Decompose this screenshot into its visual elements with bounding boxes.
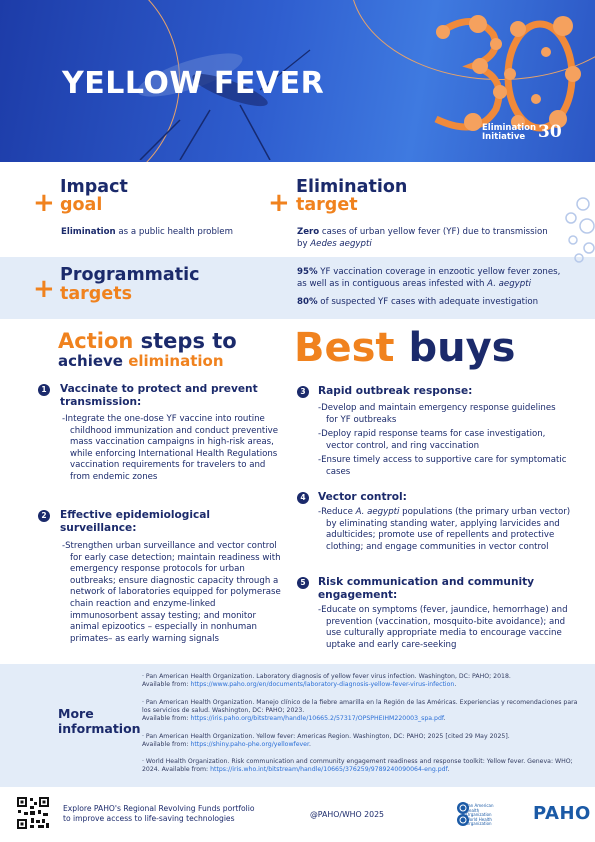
step-5-heading bbox=[318, 576, 583, 602]
org-text-line: Pan American bbox=[466, 803, 494, 808]
footer-handle: @PAHO/WHO 2025 bbox=[310, 810, 384, 819]
more-title-line: More bbox=[58, 706, 94, 721]
reference-end: . bbox=[443, 715, 446, 722]
step-number-badge: 4 bbox=[297, 492, 309, 504]
footer-explore-text bbox=[63, 804, 255, 824]
elimination-text bbox=[297, 226, 567, 250]
step-2-body bbox=[62, 541, 284, 648]
programmatic-subheading: targets bbox=[60, 284, 132, 304]
org-text-line: World Health bbox=[466, 816, 492, 822]
step-heading-line: Vaccinate to protect and prevent bbox=[60, 383, 258, 395]
action-steps-subheading bbox=[58, 352, 224, 370]
footer-text-line: Explore PAHO's Regional Revolving Funds portfolio bbox=[63, 804, 255, 813]
programmatic-heading: Programmatic bbox=[60, 265, 200, 285]
step-bullet: -Deploy rapid response teams for case investigation, vector control, and ring vaccination bbox=[318, 429, 546, 451]
step-4-heading: Vector control: bbox=[318, 491, 407, 503]
reference-text: · Pan American Health Organization. Yellow fever: Americas Region. Washington, DC: PAHO; 2025 [cited 29 May 2025]. bbox=[142, 733, 510, 740]
elimination-heading: Elimination bbox=[296, 177, 408, 197]
step-heading-line: Risk communication and community bbox=[318, 576, 535, 588]
reference-link[interactable]: https://iris.who.int/bitstream/handle/10665/376259/9789240090064-eng.pdf bbox=[210, 766, 448, 773]
step-bullet: -Ensure timely access to supportive care for symptomatic cases bbox=[318, 455, 567, 477]
qr-code-icon[interactable] bbox=[16, 796, 50, 830]
target-1-line2: as well as in contiguous areas infested with bbox=[297, 279, 488, 289]
org-text-line: Organization bbox=[466, 821, 492, 827]
reference-text: · Pan American Health Organization. Manejo clínico de la fiebre amarilla en la Región de las Américas. Experiencias y recomendaciones para los servicios de salud. Washington, DC: PAHO; 2023. bbox=[142, 699, 578, 714]
impact-text-bold: Elimination bbox=[61, 227, 116, 237]
best-word: Best bbox=[294, 325, 395, 371]
reference-item bbox=[142, 733, 582, 749]
reference-text: · Pan American Health Organization. Laboratory diagnosis of yellow fever virus infection. Washington, DC: PAHO; 2018. bbox=[142, 673, 511, 680]
target-2-rest: of suspected YF cases with adequate investigation bbox=[317, 297, 539, 307]
logo-number: 30 bbox=[538, 122, 562, 142]
target-1-bold: 95% bbox=[297, 267, 318, 277]
step-bullet-italic: A. aegypti bbox=[355, 507, 400, 517]
reference-link[interactable]: https://iris.paho.org/bitstream/handle/10665.2/57317/OPSPHEIHM220003_spa.pdf bbox=[190, 715, 444, 722]
reference-end: . bbox=[308, 741, 311, 748]
buys-word: buys bbox=[394, 325, 516, 371]
reference-available: Available from: bbox=[142, 715, 191, 722]
action-word: achieve bbox=[58, 352, 129, 370]
more-information-title bbox=[58, 706, 141, 736]
plus-icon: + bbox=[33, 188, 55, 218]
plus-icon: + bbox=[268, 188, 290, 218]
step-bullet: -Educate on symptoms (fever, jaundice, hemorrhage) and prevention (vaccination, mosquito-bite avoidance); and use culturally appropriate media to encourage vaccine uptake and early care-seeking bbox=[318, 605, 568, 650]
step-5-body bbox=[318, 605, 574, 654]
org-text-line: Health bbox=[466, 807, 480, 813]
elimination-text-rest: cases of urban yellow fever (YF) due to transmission bbox=[319, 227, 548, 237]
logo-line: Initiative bbox=[482, 132, 526, 142]
step-3-body bbox=[318, 403, 568, 482]
page-title: YELLOW FEVER bbox=[62, 66, 325, 101]
action-word: elimination bbox=[128, 352, 224, 370]
step-3-heading: Rapid outbreak response: bbox=[318, 385, 473, 397]
action-steps-heading bbox=[58, 329, 237, 353]
step-heading-line: transmission: bbox=[60, 396, 142, 408]
footer-text-line: to improve access to life-saving technologies bbox=[63, 814, 235, 823]
more-title-line: information bbox=[58, 721, 141, 736]
elimination-text-bold: Zero bbox=[297, 227, 320, 237]
impact-heading: Impact bbox=[60, 177, 128, 197]
step-heading-line: surveillance: bbox=[60, 522, 137, 534]
step-bullet-prefix: -Reduce bbox=[318, 507, 356, 517]
reference-available: Available from: bbox=[142, 741, 191, 748]
programmatic-target-2 bbox=[297, 296, 577, 308]
paho-logo: PAHO bbox=[533, 803, 591, 824]
reference-link[interactable]: https://www.paho.org/en/documents/laboratory-diagnosis-yellow-fever-virus-infection bbox=[190, 681, 455, 688]
reference-link[interactable]: https://shiny.paho-phe.org/yellowfever bbox=[190, 741, 309, 748]
reference-item bbox=[142, 673, 582, 689]
elimination-subheading: target bbox=[296, 195, 358, 215]
step-bullet-rest: populations (the primary urban vector) by eliminating standing water, applying larvicides and adulticides; promote use of repellents and protective clothing; and engage communities in vector control bbox=[326, 507, 571, 552]
impact-text bbox=[61, 226, 233, 238]
step-2-heading bbox=[60, 509, 280, 535]
plus-icon: + bbox=[33, 274, 55, 304]
impact-text-rest: as a public health problem bbox=[115, 227, 233, 237]
target-1-italic: A. aegypti bbox=[487, 279, 531, 289]
step-number-badge: 1 bbox=[38, 384, 50, 396]
step-4-body bbox=[318, 507, 574, 556]
step-number-badge: 5 bbox=[297, 577, 309, 589]
header-banner bbox=[0, 0, 595, 162]
action-word: Action bbox=[58, 329, 134, 353]
paho-org-text bbox=[466, 804, 494, 827]
reference-available: Available from: bbox=[142, 681, 191, 688]
elimination-text-italic: Aedes aegypti bbox=[310, 239, 372, 249]
target-2-bold: 80% bbox=[297, 297, 318, 307]
impact-subheading: goal bbox=[60, 195, 103, 215]
step-number-badge: 3 bbox=[297, 386, 309, 398]
step-bullet: -Integrate the one-dose YF vaccine into routine childhood immunization and conduct preventive mass vaccination campaigns in high-risk areas, while enforcing International Health Regulations vaccination requirements for travelers to and from endemic zones bbox=[62, 414, 279, 482]
reference-item bbox=[142, 699, 582, 723]
best-buys-heading bbox=[294, 326, 515, 370]
step-bullet: -Develop and maintain emergency response guidelines for YF outbreaks bbox=[318, 403, 556, 425]
elimination-initiative-logo bbox=[482, 124, 536, 142]
action-word: steps to bbox=[133, 329, 237, 353]
decorative-dots bbox=[559, 196, 595, 266]
reference-available: Available from: bbox=[159, 766, 211, 773]
step-bullet bbox=[318, 507, 574, 553]
step-1-heading bbox=[60, 383, 280, 409]
programmatic-target-1 bbox=[297, 266, 577, 290]
reference-end: . bbox=[447, 766, 450, 773]
reference-end: . bbox=[454, 681, 457, 688]
reference-item bbox=[142, 758, 582, 774]
logo-line: Elimination bbox=[482, 123, 537, 133]
step-heading-line: Effective epidemiological bbox=[60, 509, 211, 521]
step-1-body bbox=[62, 414, 282, 487]
elimination-text-line2: by bbox=[297, 239, 311, 249]
step-number-badge: 2 bbox=[38, 510, 50, 522]
step-bullet: -Strengthen urban surveillance and vector control for early case detection; maintain readiness with emergency response protocols for urban outbreaks; ensure diagnostic capacity through a network of laboratories equipped for polymerase chain reaction and enzyme-linked immunosorbent assay testing; and monitor animal epizootics – especially in nonhuman primates– as early warning signals bbox=[62, 541, 281, 644]
org-text-line: Organization bbox=[466, 812, 492, 818]
step-heading-line: engagement: bbox=[318, 589, 398, 601]
target-1-rest: YF vaccination coverage in enzootic yellow fever zones, bbox=[317, 267, 561, 277]
reference-text: · World Health Organization. Risk communication and community engagement readiness and response toolkit: Yellow fever. Geneva: WHO; 2024. bbox=[142, 758, 573, 773]
